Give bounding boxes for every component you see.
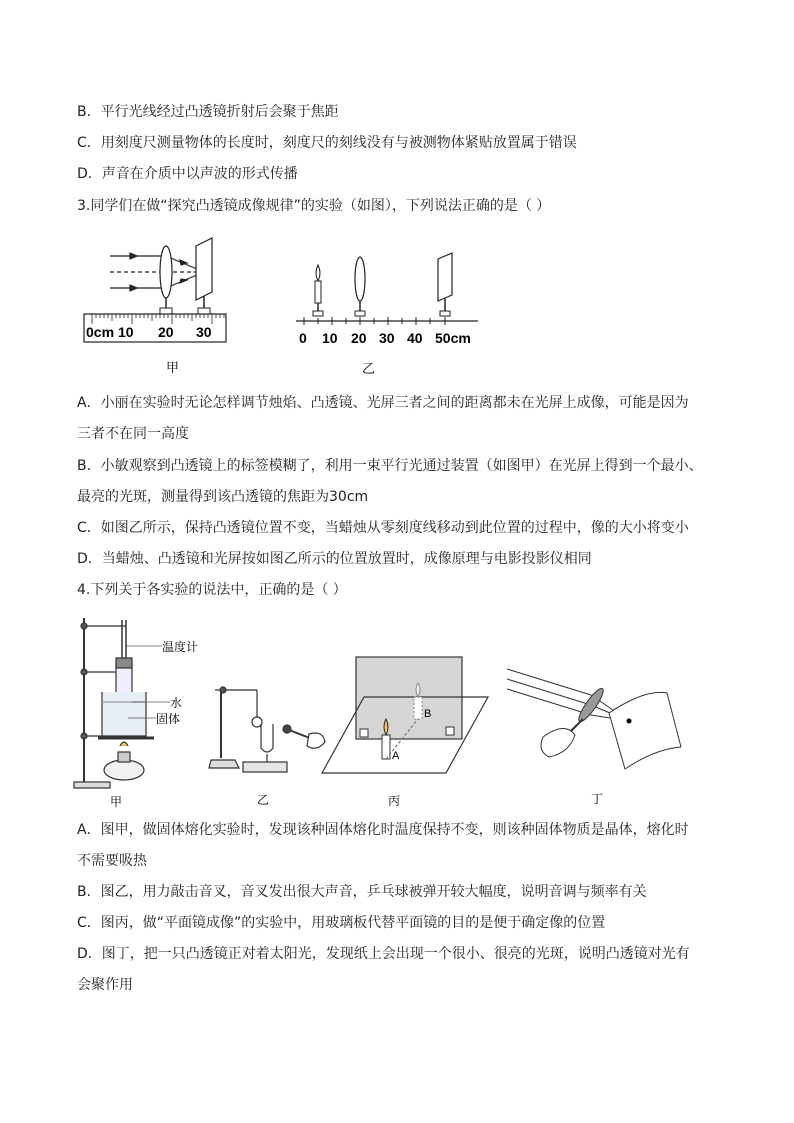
q3-yi-tick-50: 50cm [435,330,471,346]
q4-jia-water-label: 水 [170,696,183,710]
q3-jia-tick-30: 30 [196,324,212,340]
q3-option-a-2: 三者不在同一高度 [77,426,189,442]
q4-jia-caption: 甲 [110,795,123,809]
q4-bing-label-a: A [392,750,400,762]
q4-option-a-2: 不需要吸热 [77,853,147,869]
q3-yi-caption: 乙 [362,361,376,376]
q3-option-a-1: A．小丽在实验时无论怎样调节烛焰、凸透镜、光屏三者之间的距离都未在光屏上成像，可能是因为 [77,395,689,411]
q3-yi-tick-40: 40 [407,330,423,346]
q3-option-c: C．如图乙所示，保持凸透镜位置不变，当蜡烛从零刻度线移动到此位置的过程中，像的大小将变小 [77,520,689,536]
q4-figure-jia [70,612,215,812]
q3-yi-tick-10: 10 [322,330,338,346]
q4-stem: 4.下列关于各实验的说法中，正确的是（ ） [77,582,347,598]
q4-jia-solid-label: 固体 [156,712,181,726]
q4-option-d-2: 会聚作用 [77,977,133,993]
q4-ding-caption: 丁 [591,792,604,806]
q4-option-d-1: D．图丁，把一只凸透镜正对着太阳光，发现纸上会出现一个很小、很亮的光斑，说明凸透镜对光有 [77,946,690,962]
q3-yi-tick-0: 0 [299,330,307,346]
q4-option-b: B．图乙，用力敲击音叉，音叉发出很大声音，乒乓球被弹开较大幅度，说明音调与频率有关 [77,884,647,900]
q3-jia-caption: 甲 [166,360,180,375]
q3-stem: 3.同学们在做“探究凸透镜成像规律”的实验（如图），下列说法正确的是（ ） [77,198,551,214]
q4-figure-ding [505,665,710,810]
q3-jia-tick-20: 20 [158,324,174,340]
q4-option-c: C．图丙，做“平面镜成像”的实验中，用玻璃板代替平面镜的目的是便于确定像的位置 [77,915,606,931]
q4-option-a-1: A．图甲，做固体熔化实验时，发现该种固体熔化时温度保持不变，则该种固体物质是晶体，熔化时 [77,822,689,838]
q2-option-b: B．平行光线经过凸透镜折射后会聚于焦距 [77,104,339,120]
q4-yi-caption: 乙 [257,793,270,807]
q3-jia-tick-0: 0cm [86,324,115,340]
q3-option-b-2: 最亮的光斑，测量得到该凸透镜的焦距为30cm [77,489,369,505]
q3-yi-tick-30: 30 [379,330,395,346]
q2-option-d: D．声音在介质中以声波的形式传播 [77,166,298,182]
q2-option-c: C．用刻度尺测量物体的长度时，刻度尺的刻线没有与被测物体紧贴放置属于错误 [77,135,577,151]
q3-option-b-1: B．小敏观察到凸透镜上的标签模糊了，利用一束平行光通过装置（如图甲）在光屏上得到一个最小、 [77,458,703,474]
q3-jia-tick-10: 10 [118,324,134,340]
q3-yi-tick-20: 20 [351,330,367,346]
q4-figure-bing [318,655,490,810]
q4-figure-yi [205,680,330,810]
q4-bing-caption: 丙 [388,794,401,808]
q3-option-d: D．当蜡烛、凸透镜和光屏按如图乙所示的位置放置时，成像原理与电影投影仪相同 [77,551,592,567]
q3-figure-yi [292,245,482,380]
q4-jia-thermometer-label: 温度计 [162,640,199,654]
q4-bing-label-b: B [424,708,432,720]
q3-figure-jia [80,230,230,380]
